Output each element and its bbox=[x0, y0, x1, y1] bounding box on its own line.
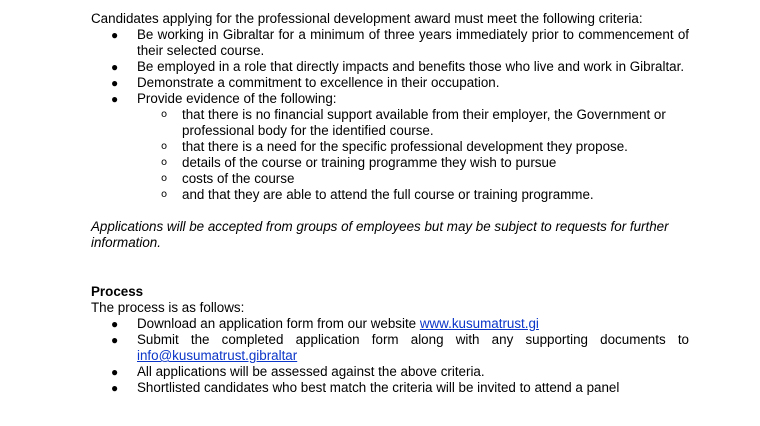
bullet-icon: ● bbox=[111, 76, 119, 90]
evidence-item: o details of the course or training programme they wish to pursue bbox=[161, 155, 557, 170]
bullet-icon: ● bbox=[111, 317, 119, 331]
bullet-icon: ● bbox=[111, 60, 119, 74]
criteria-list bbox=[91, 27, 689, 107]
process-heading: Process bbox=[91, 284, 144, 299]
evidence-item: o that there is no financial support available from their employer, the Government or professional body for the identified course. bbox=[161, 107, 666, 138]
process-item-submit: ● Submit the completed application form along with any supporting documents to info@kusumatrust.gibraltar bbox=[111, 332, 689, 363]
hollow-circle-icon: o bbox=[161, 189, 168, 200]
process-item-download: ● Download an application form from our website www.kusumatrust.gi bbox=[111, 316, 539, 331]
process-list bbox=[91, 316, 689, 396]
process-item-assess: ● All applications will be assessed against the above criteria. bbox=[111, 364, 485, 379]
criteria-item: ● Demonstrate a commitment to excellence in their occupation. bbox=[111, 75, 500, 90]
website-link[interactable]: www.kusumatrust.gi bbox=[419, 316, 539, 331]
process-intro: The process is as follows: bbox=[91, 300, 245, 315]
applications-note: Applications will be accepted from groups of employees but may be subject to requests for further information. bbox=[91, 219, 669, 250]
criteria-item: ● Provide evidence of the following: bbox=[111, 91, 337, 106]
bullet-icon: ● bbox=[111, 92, 119, 106]
evidence-list bbox=[91, 107, 689, 203]
hollow-circle-icon: o bbox=[161, 141, 168, 152]
evidence-item: o costs of the course bbox=[161, 171, 295, 186]
criteria-item: ● Be working in Gibraltar for a minimum of three years immediately prior to commencement of their selected course. bbox=[111, 27, 689, 58]
bullet-icon: ● bbox=[111, 333, 119, 347]
process-item-shortlist: ● Shortlisted candidates who best match the criteria will be invited to attend a panel bbox=[111, 380, 620, 395]
evidence-item: o and that they are able to attend the full course or training programme. bbox=[161, 187, 594, 202]
criteria-item: ● Be employed in a role that directly impacts and benefits those who live and work in Gibraltar. bbox=[111, 59, 685, 74]
document-page bbox=[91, 11, 689, 396]
bullet-icon: ● bbox=[111, 381, 119, 395]
bullet-icon: ● bbox=[111, 28, 119, 42]
hollow-circle-icon: o bbox=[161, 173, 168, 184]
criteria-intro: Candidates applying for the professional development award must meet the following criteria: bbox=[91, 11, 643, 26]
email-link[interactable]: info@kusumatrust.gibraltar bbox=[137, 348, 298, 363]
hollow-circle-icon: o bbox=[161, 157, 168, 168]
evidence-item: o that there is a need for the specific professional development they propose. bbox=[161, 139, 628, 154]
hollow-circle-icon: o bbox=[161, 109, 168, 120]
bullet-icon: ● bbox=[111, 365, 119, 379]
